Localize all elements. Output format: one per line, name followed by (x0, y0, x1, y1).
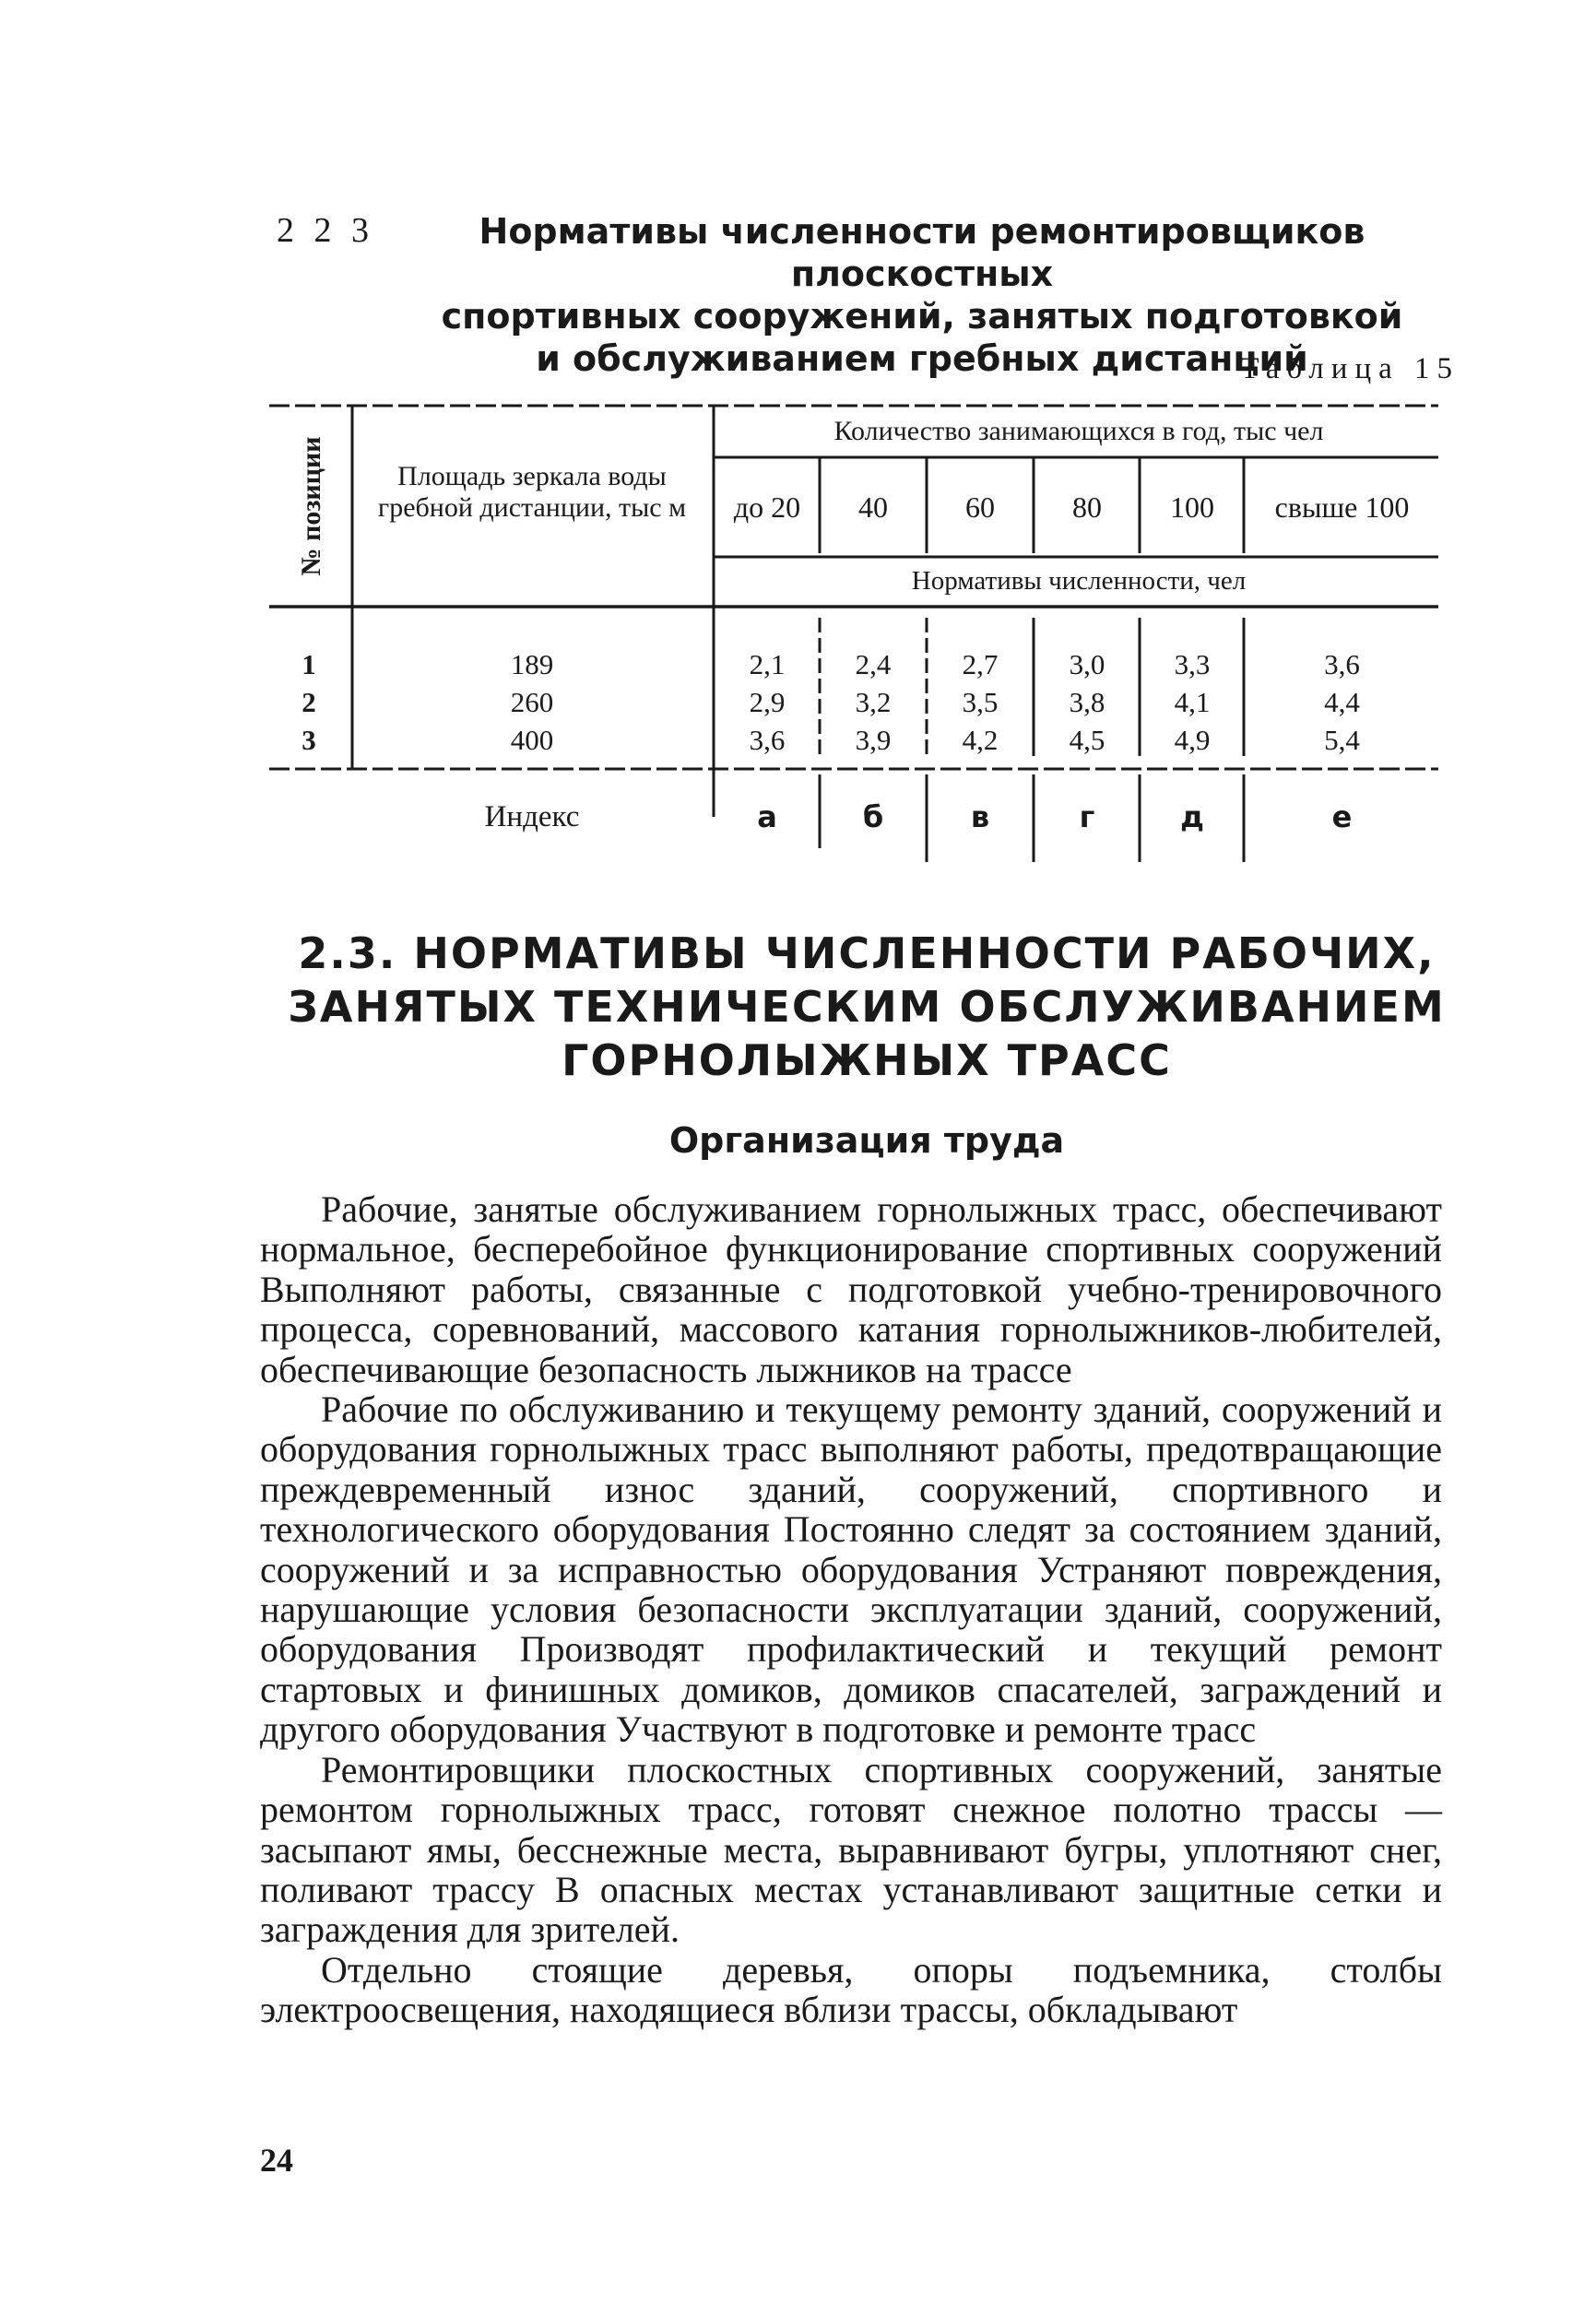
paragraph: Отдельно стоящие деревья, опоры подъемника, столбы электроосвещения, находящиеся вблизи трассы, обкладывают (260, 1948, 1442, 2031)
column-values (715, 645, 819, 759)
column-values (1035, 645, 1139, 759)
table-cell: 3,9 (855, 724, 892, 756)
section-heading (277, 927, 1457, 1087)
group-column-header: Количество занимающихся в год, тыс чел (833, 416, 1324, 446)
table-cell: 2,9 (749, 686, 786, 718)
paragraph: Рабочие, занятые обслуживанием горнолыжных трасс, обеспечивают нормальное, бесперебойное функционирование спортивных сооружений Выполняют работы, связанные с подготовкой учебно-тренировочного процесса, соревнований, массового катания горнолыжников-любителей, обеспечивающие безопасность лыжников на трассе (260, 1188, 1442, 1390)
page-number: 24 (260, 2142, 293, 2179)
index-cell: б (862, 799, 884, 834)
column-values (1246, 645, 1438, 759)
table-cell: 2,1 (749, 648, 786, 680)
index-cell: д (1180, 799, 1204, 834)
table-cell: 3,3 (1174, 648, 1211, 680)
index-cell: а (757, 799, 777, 834)
table-title-line: Нормативы численности ремонтировщиков плоскостных (479, 211, 1365, 294)
column-header: 100 (1170, 490, 1214, 524)
column-header: 80 (1072, 490, 1102, 524)
index-cell: е (1331, 799, 1353, 834)
position-numbers (277, 645, 341, 759)
section-subheading: Организация труда (668, 1120, 1065, 1161)
table-cell: 4,4 (1324, 686, 1360, 718)
section-heading-line: 2.3. НОРМАТИВЫ ЧИСЛЕННОСТИ РАБОЧИХ, (298, 928, 1436, 978)
table-row-area: 260 (510, 686, 554, 718)
paragraph: Ремонтировщики плоскостных спортивных сооружений, занятые ремонтом горнолыжных трасс, готовят снежное полотно трассы — засыпают ямы, бесснежные места, выравнивают бугры, уплотняют снег, поливают трассу В опасных местах устанавливают защитные сетки и заграждения для зрителей. (260, 1748, 1442, 1951)
body-text (260, 1189, 1442, 2030)
column-header: 60 (965, 490, 995, 524)
table-row-position: 3 (301, 724, 316, 756)
table-cell: 4,1 (1174, 686, 1211, 718)
section-heading-line: ЗАНЯТЫХ ТЕХНИЧЕСКИМ ОБСЛУЖИВАНИЕМ (288, 982, 1446, 1032)
table-cell: 3,6 (1324, 648, 1360, 680)
section-heading-line: ГОРНОЛЫЖНЫХ ТРАСС (562, 1035, 1172, 1085)
table-cell: 2,4 (855, 648, 892, 680)
index-cell: в (970, 799, 990, 834)
table-cell: 3,6 (749, 724, 786, 756)
table-title-line: и обслуживанием гребных дистанций (536, 338, 1308, 379)
table-row-area: 400 (510, 724, 554, 756)
table-cell: 2,7 (962, 648, 999, 680)
table-title-line: спортивных сооружений, занятых подготовкой (441, 296, 1403, 337)
index-cell: г (1079, 799, 1095, 834)
table-row-area: 189 (510, 648, 554, 680)
position-column-header (273, 408, 350, 604)
column-header: 40 (858, 490, 888, 524)
table-row-position: 2 (301, 686, 316, 718)
table-cell: 4,5 (1069, 724, 1105, 756)
column-values (822, 645, 925, 759)
area-column-header: Площадь зеркала воды гребной дистанции, тыс м (377, 461, 687, 523)
table-cell: 3,0 (1069, 648, 1105, 680)
table-cell: 4,9 (1174, 724, 1211, 756)
index-label: Индекс (484, 800, 580, 833)
norms-subheader: Нормативы численности, чел (911, 566, 1247, 596)
table-caption: Таблица 15 (1240, 352, 1460, 385)
column-values (928, 645, 1032, 759)
table-cell: 3,8 (1069, 686, 1105, 718)
position-column-label: № позиции (296, 436, 326, 576)
column-values (1141, 645, 1243, 759)
column-header: до 20 (733, 490, 801, 524)
table-row-position: 1 (301, 648, 316, 680)
table-cell: 5,4 (1324, 724, 1360, 756)
table-cell: 4,2 (962, 724, 999, 756)
table-cell: 3,5 (962, 686, 999, 718)
table-cell: 3,2 (855, 686, 892, 718)
area-values (361, 645, 703, 759)
column-header: свыше 100 (1274, 490, 1410, 524)
table-number: 2 2 3 (277, 211, 374, 250)
paragraph: Рабочие по обслуживанию и текущему ремонту зданий, сооружений и оборудования горнолыжных трасс выполняют работы, предотвращающие преждевременный износ зданий, сооружений, спортивного и технологического оборудования Постоянно следят за состоянием зданий, сооружений и за исправностью оборудования Устраняют повреждения, нарушающие условия безопасности эксплуатации зданий, сооружений, оборудования Производят профилактический и текущий ремонт стартовых и финишных домиков, домиков спасателей, заграждений и другого оборудования Участвуют в подготовке и ремонте трасс (260, 1388, 1442, 1751)
